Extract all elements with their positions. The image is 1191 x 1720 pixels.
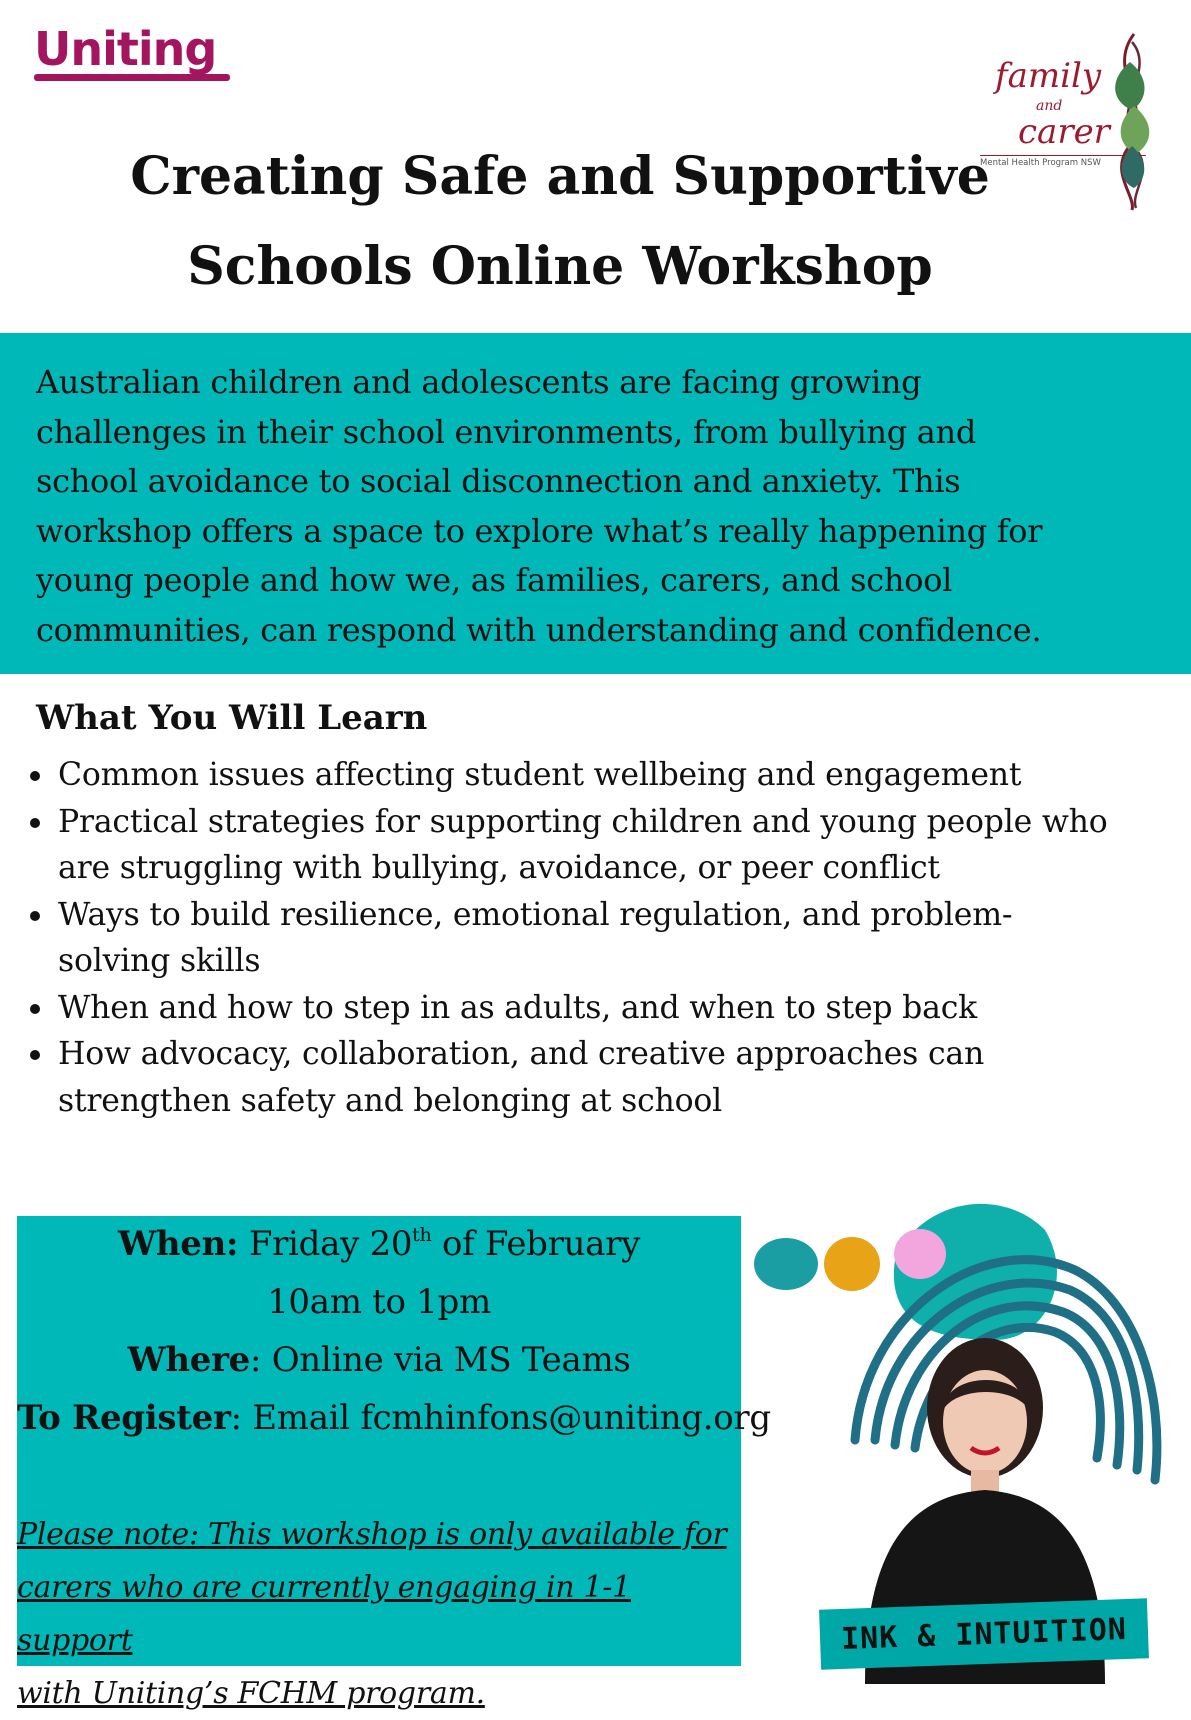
intro-line: young people and how we, as families, carers, and school [36, 561, 953, 599]
bullet-icon [30, 771, 40, 781]
eligibility-note [17, 1508, 741, 1720]
bullet-icon [30, 1004, 40, 1014]
learn-item [28, 985, 1178, 1032]
leaf-emblem-icon [1096, 28, 1166, 213]
bullet-icon [30, 1050, 40, 1060]
learn-item [28, 799, 1178, 892]
bullet-icon [30, 818, 40, 828]
when-day: Friday 20 [248, 1224, 413, 1264]
intro-paragraph [36, 358, 1166, 655]
note-line: carers who are currently engaging in 1-1 support [17, 1570, 631, 1658]
intro-line: school avoidance to social disconnection and anxiety. This [36, 462, 961, 500]
register-value: : Email fcmhinfons@uniting.org [230, 1398, 771, 1438]
note-line: Please note: This workshop is only available for [17, 1517, 727, 1552]
intro-line: Australian children and adolescents are facing growing [36, 363, 922, 401]
teal-dot-shape [754, 1238, 818, 1290]
where-value: : Online via MS Teams [250, 1340, 631, 1380]
learn-heading: What You Will Learn [36, 698, 428, 738]
uniting-logo-text: Uniting [34, 22, 217, 76]
family-carer-logo-carer: carer [1018, 112, 1110, 152]
when-day-suffix: th [412, 1224, 432, 1246]
learn-item-text: Ways to build resilience, emotional regulation, and problem- [58, 896, 1013, 933]
pink-dot-shape [894, 1229, 946, 1279]
learn-item-text: Common issues affecting student wellbeing and engagement [58, 757, 1022, 793]
learn-item-text: How advocacy, collaboration, and creative approaches can [58, 1036, 985, 1072]
learn-item [28, 752, 1178, 799]
family-carer-logo-family: family [995, 56, 1102, 96]
page-title-line-1: Creating Safe and Supportive [130, 146, 990, 207]
when-month: of February [441, 1224, 641, 1264]
learn-item-text: are struggling with bullying, avoidance, or peer conflict [58, 850, 940, 886]
learn-item [28, 892, 1178, 985]
learn-item-text: Practical strategies for supporting children and young people who [58, 803, 1108, 840]
where-label: Where [127, 1340, 251, 1380]
learn-item [28, 1031, 1178, 1124]
register-line [17, 1398, 771, 1438]
family-carer-logo-subtitle: Mental Health Program NSW [980, 158, 1101, 168]
intro-line: workshop offers a space to explore what’s really happening for [36, 511, 1043, 550]
learn-list [28, 752, 1178, 1124]
ink-and-intuition-banner: INK & INTUITION [819, 1598, 1149, 1669]
learn-item-text: When and how to step in as adults, and when to step back [58, 989, 978, 1026]
register-label: To Register [17, 1398, 231, 1438]
orange-dot-shape [824, 1237, 880, 1291]
page-title-line-2: Schools Online Workshop [187, 236, 933, 297]
intro-line: challenges in their school environments, from bullying and [36, 412, 977, 451]
family-carer-logo-and: and [1036, 98, 1063, 114]
page-title [60, 132, 1060, 312]
when-line [17, 1224, 741, 1264]
time-line: 10am to 1pm [267, 1282, 491, 1322]
learn-item-text: strengthen safety and belonging at school [58, 1082, 723, 1119]
note-line: with Uniting’s FCHM program. [17, 1676, 485, 1711]
bullet-icon [30, 911, 40, 921]
intro-line: communities, can respond with understanding and confidence. [36, 610, 1042, 649]
where-line [17, 1340, 741, 1380]
uniting-logo [34, 22, 234, 81]
learn-item-text: solving skills [58, 943, 261, 979]
when-label: When: [117, 1224, 239, 1264]
